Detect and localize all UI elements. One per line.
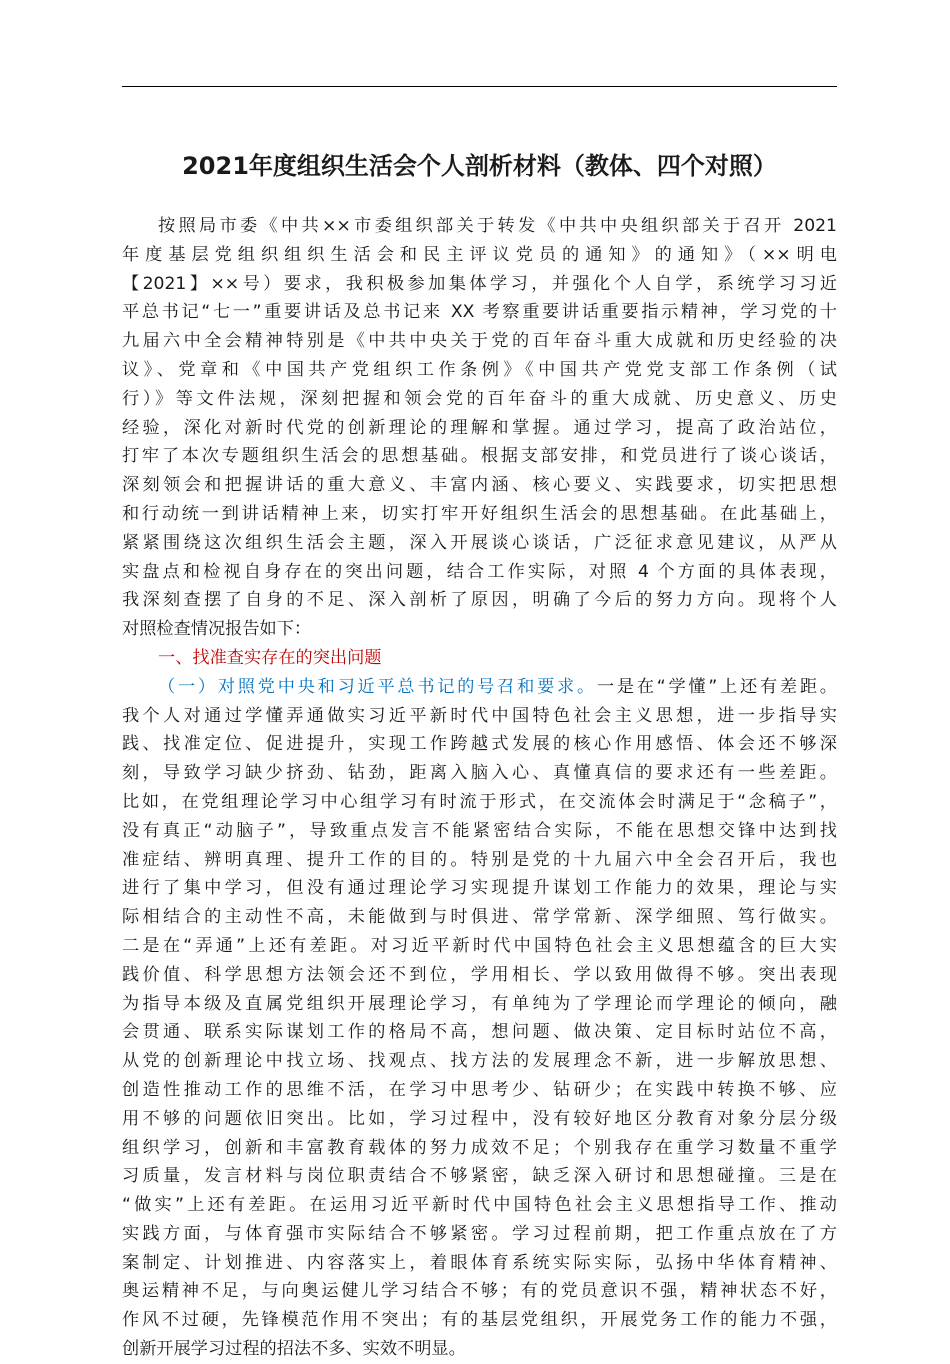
paragraph-line: 实盘点和检视自身存在的突出问题，结合工作实际，对照 4 个方面的具体表现， — [122, 561, 837, 582]
subsection-heading: （一）对照党中央和习近平总书记的号召和要求。 — [158, 676, 597, 697]
paragraph-line: 从党的创新理论中找立场、找观点、找方法的发展理念不新，进一步解放思想、 — [122, 1051, 837, 1072]
paragraph-line: 习质量，发言材料与岗位职责结合不够紧密，缺乏深入研讨和思想碰撞。三是在 — [122, 1166, 837, 1187]
paragraph-line: 作风不过硬，先锋模范作用不突出；有的基层党组织，开展党务工作的能力不强， — [122, 1310, 837, 1331]
subsection-text: 一是在“学懂”上还有差距。 — [596, 676, 837, 697]
paragraph-line: 【2021】××号）要求，我积极参加集体学习，并强化个人自学，系统学习习近 — [122, 273, 837, 294]
section-heading: 一、找准查实存在的突出问题 — [158, 647, 382, 668]
paragraph-line: 按照局市委《中共××市委组织部关于转发《中共中央组织部关于召开 2021 — [158, 216, 837, 236]
paragraph-line: 践、找准定位、促进提升，实现工作跨越式发展的核心作用感悟、体会还不够深 — [122, 734, 837, 755]
paragraph-line: 实践方面，与体育强市实际结合不够紧密。学习过程前期，把工作重点放在了方 — [122, 1223, 837, 1244]
paragraph-line: 深刻领会和把握讲话的重大意义、丰富内涵、核心要义、实践要求，切实把思想 — [122, 475, 837, 496]
document-body — [122, 212, 837, 1364]
paragraph-line: 平总书记“七一”重要讲话及总书记来 XX 考察重要讲话重要指示精神，学习党的十 — [122, 302, 837, 323]
paragraph-line: 刻，导致学习缺少挤劲、钻劲，距离入脑入心、真懂真信的要求还有一些差距。 — [122, 763, 837, 784]
paragraph-line: 用不够的问题依旧突出。比如，学习过程中，没有较好地区分教育对象分层分级 — [122, 1108, 837, 1129]
paragraph-line: “做实”上还有差距。在运用习近平新时代中国特色社会主义思想指导工作、推动 — [122, 1195, 837, 1216]
paragraph-line: 进行了集中学习，但没有通过理论学习实现提升谋划工作能力的效果，理论与实 — [122, 878, 837, 899]
paragraph-line: 经验，深化对新时代党的创新理论的理解和掌握。通过学习，提高了政治站位， — [122, 417, 837, 438]
paragraph-line: 我个人对通过学懂弄通做实习近平新时代中国特色社会主义思想，进一步指导实 — [122, 705, 837, 726]
paragraph-line: 和行动统一到讲话精神上来，切实打牢开好组织生活会的思想基础。在此基础上， — [122, 503, 837, 524]
paragraph-line: 组织学习，创新和丰富教育载体的努力成效不足；个别我存在重学习数量不重学 — [122, 1137, 837, 1158]
paragraph-line: 创造性推动工作的思维不活，在学习中思考少、钻研少；在实践中转换不够、应 — [122, 1079, 837, 1100]
paragraph-line: 践价值、科学思想方法领会还不到位，学用相长、学以致用做得不够。突出表现 — [122, 964, 837, 985]
paragraph-line: 打牢了本次专题组织生活会的思想基础。根据支部安排，和党员进行了谈心谈话， — [122, 446, 837, 467]
header-rule — [122, 86, 837, 87]
paragraph-line: 为指导本级及直属党组织开展理论学习，有单纯为了学理论而学理论的倾向，融 — [122, 993, 837, 1014]
paragraph-line: 创新开展学习过程的招法不多、实效不明显。 — [122, 1339, 466, 1360]
paragraph-line: 没有真正“动脑子”，导致重点发言不能紧密结合实际，不能在思想交锋中达到找 — [122, 820, 837, 841]
paragraph-line: 际相结合的主动性不高，未能做到与时俱进、常学常新、深学细照、笃行做实。 — [122, 907, 837, 928]
paragraph-line: 紧紧围绕这次组织生活会主题，深入开展谈心谈话，广泛征求意见建议，从严从 — [122, 532, 837, 553]
paragraph-line: 行）》等文件法规，深刻把握和领会党的百年奋斗的重大成就、历史意义、历史 — [122, 388, 837, 409]
paragraph-line: 比如，在党组理论学习中心组学习有时流于形式，在交流体会时满足于“念稿子”， — [122, 791, 837, 812]
paragraph-line: 会贯通、联系实际谋划工作的格局不高，想问题、做决策、定目标时站位不高， — [122, 1022, 837, 1043]
paragraph-line: 我深刻查摆了自身的不足、深入剖析了原因，明确了今后的努力方向。现将个人 — [122, 590, 837, 611]
paragraph-line: 议》、党章和《中国共产党组织工作条例》《中国共产党党支部工作条例（试 — [122, 359, 837, 380]
paragraph-line: 年度基层党组织组织生活会和民主评议党员的通知》的通知》（××明电 — [122, 244, 837, 265]
paragraph-line: 奥运精神不足，与向奥运健儿学习结合不够；有的党员意识不强，精神状态不好， — [122, 1281, 837, 1302]
page-title: 2021年度组织生活会个人剖析材料（教体、四个对照） — [182, 152, 777, 180]
paragraph-line: 二是在“弄通”上还有差距。对习近平新时代中国特色社会主义思想蕴含的巨大实 — [122, 935, 837, 956]
paragraph-line: 对照检查情况报告如下： — [122, 619, 312, 640]
paragraph-line: 案制定、计划推进、内容落实上，着眼体育系统实际实际，弘扬中华体育精神、 — [122, 1252, 837, 1273]
paragraph-line: 九届六中全会精神特别是《中共中央关于党的百年奋斗重大成就和历史经验的决 — [122, 331, 837, 352]
paragraph-line: 准症结、辨明真理、提升工作的目的。特别是党的十九届六中全会召开后，我也 — [122, 849, 837, 870]
subsection-line — [122, 673, 837, 702]
